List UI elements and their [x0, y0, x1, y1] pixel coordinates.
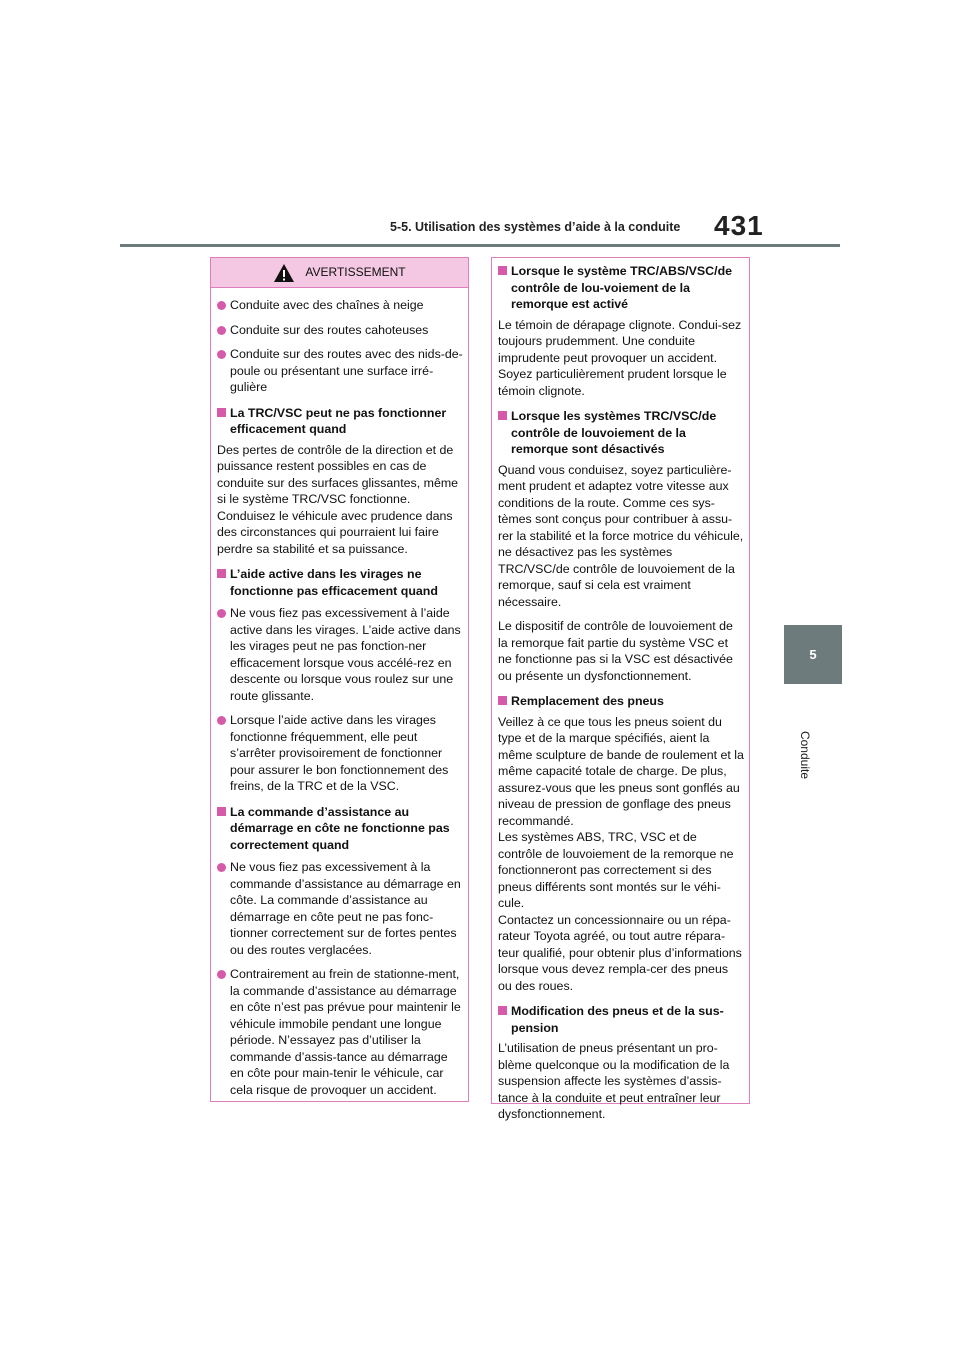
- paragraph: Des pertes de contrôle de la direction et de puissance restent possibles en cas de conduite sur des surfaces glissantes, même si le système TRC/VSC fonctionne. Conduisez le véhicule avec prudence dans des circonstances qui pourraient lui faire perdre sa stabilité et sa puissance.: [217, 442, 459, 556]
- section-heading: Lorsque les systèmes TRC/VSC/de contrôle de louvoiement de la remorque sont désactivés: [498, 408, 744, 458]
- paragraph: L’utilisation de pneus présentant un pro-blème quelconque ou la modification de la suspension affecte les systèmes d’assis-tance à la conduite et peut entraîner leur dysfonctionnement.: [498, 1041, 730, 1121]
- square-bullet-icon: [498, 696, 507, 705]
- chapter-label: Conduite: [798, 730, 812, 780]
- section-heading: L’aide active dans les virages ne fonctionne pas efficacement quand: [217, 566, 463, 599]
- square-bullet-icon: [498, 411, 507, 420]
- square-bullet-icon: [217, 807, 226, 816]
- paragraph: Veillez à ce que tous les pneus soient du type et de la marque spécifiés, aient la même sculpture de bande de roulement et la même capacité totale de charge. De plus, assurez-vous que les pneus sont gonflés au niveau de pression de gonflage des pneus recommandé. Les systèmes ABS, TRC, VSC et de contrôle de louvoiement de la remorque ne fonctionneront pas correctement si des pneus différents sont montés sur le véhi-cule. Contactez un concessionnaire ou un répa-rateur Toyota agréé, ou tout autre répara-teur qualifié, pour obtenir plus d’informations lorsque vous devez rempla-cer des pneus ou des roues.: [498, 714, 744, 993]
- square-bullet-icon: [498, 1006, 507, 1015]
- list-item: Conduite sur des routes avec des nids-de-poule ou présentant une surface irré-gulière: [217, 346, 463, 396]
- bullet-icon: [217, 326, 226, 335]
- paragraph: Le dispositif de contrôle de louvoiement de la remorque fait partie du système VSC et ne fonctionne pas si la VSC est désactivée ou présente un dysfonctionnement.: [498, 619, 733, 683]
- paragraph: Quand vous conduisez, soyez particulière-ment prudent et adaptez votre vitesse aux conditions de la route. Comme ces sys-tèmes sont conçus pour contribuer à assu-rer la stabilité et la force motrice du véhicule, ne désactivez pas les systèmes TRC/VSC/de contrôle de louvoiement de la remorque, sauf si cela est vraiment nécessaire.: [498, 462, 744, 609]
- warning-title: AVERTISSEMENT: [305, 265, 406, 280]
- bullet-icon: [217, 716, 226, 725]
- list-item: Conduite avec des chaînes à neige: [217, 297, 463, 314]
- bullet-icon: [217, 301, 226, 310]
- bullet-icon: [217, 863, 226, 872]
- warning-header: [211, 258, 468, 288]
- section-heading: La TRC/VSC peut ne pas fonctionner efficacement quand: [217, 405, 463, 438]
- paragraph: Le témoin de dérapage clignote. Condui-sez toujours prudemment. Une conduite imprudente peut provoquer un accident. Soyez particulièrement prudent lorsque le témoin clignote.: [498, 317, 742, 398]
- section-heading: Lorsque le système TRC/ABS/VSC/de contrôle de lou-voiement de la remorque est activé: [498, 263, 744, 313]
- page-number: 431: [714, 210, 764, 241]
- bullet-icon: [217, 350, 226, 359]
- section-heading: Remplacement des pneus: [498, 693, 744, 710]
- bullet-icon: [217, 970, 226, 979]
- chapter-tab: 5: [784, 625, 842, 684]
- section-title: 5-5. Utilisation des systèmes d’aide à la conduite: [390, 220, 681, 234]
- square-bullet-icon: [498, 266, 507, 275]
- continued-warning-box: [491, 257, 750, 1121]
- section-heading: Modification des pneus et de la sus-pension: [498, 1003, 744, 1036]
- list-item: Lorsque l’aide active dans les virages fonctionne fréquemment, elle peut s’arrêter provisoirement de fonctionner pour assurer le bon fonctionnement des freins, de la TRC et de la VSC.: [217, 712, 463, 795]
- list-item: Ne vous fiez pas excessivement à l’aide active dans les virages. L’aide active dans les virages peut ne pas fonction-ner efficacement lorsque vous accélé-rez en descente ou lorsque vous roulez sur une route glissante.: [217, 605, 463, 704]
- warning-triangle-icon: [273, 263, 295, 283]
- list-item: Conduite sur des routes cahoteuses: [217, 322, 463, 339]
- list-item: Ne vous fiez pas excessivement à la commande d’assistance au démarrage en côte. La commande d’assistance au démarrage en côte peut ne pas fonc-tionner correctement sur de fortes pentes ou des routes verglacées.: [217, 859, 463, 958]
- bullet-icon: [217, 609, 226, 618]
- square-bullet-icon: [217, 569, 226, 578]
- list-item: Contrairement au frein de stationne-ment, la commande d’assistance au démarrage en côte n’est pas prévue pour maintenir le véhicule immobile pendant une longue période. N’essayez pas d’utiliser la commande d’assis-tance au démarrage en côte pour main-tenir le véhicule, car cela risque de provoquer un accident.: [217, 966, 463, 1098]
- square-bullet-icon: [217, 408, 226, 417]
- section-heading: La commande d’assistance au démarrage en côte ne fonctionne pas correctement quand: [217, 804, 463, 854]
- header-divider: [120, 244, 840, 247]
- warning-box: [210, 257, 469, 1102]
